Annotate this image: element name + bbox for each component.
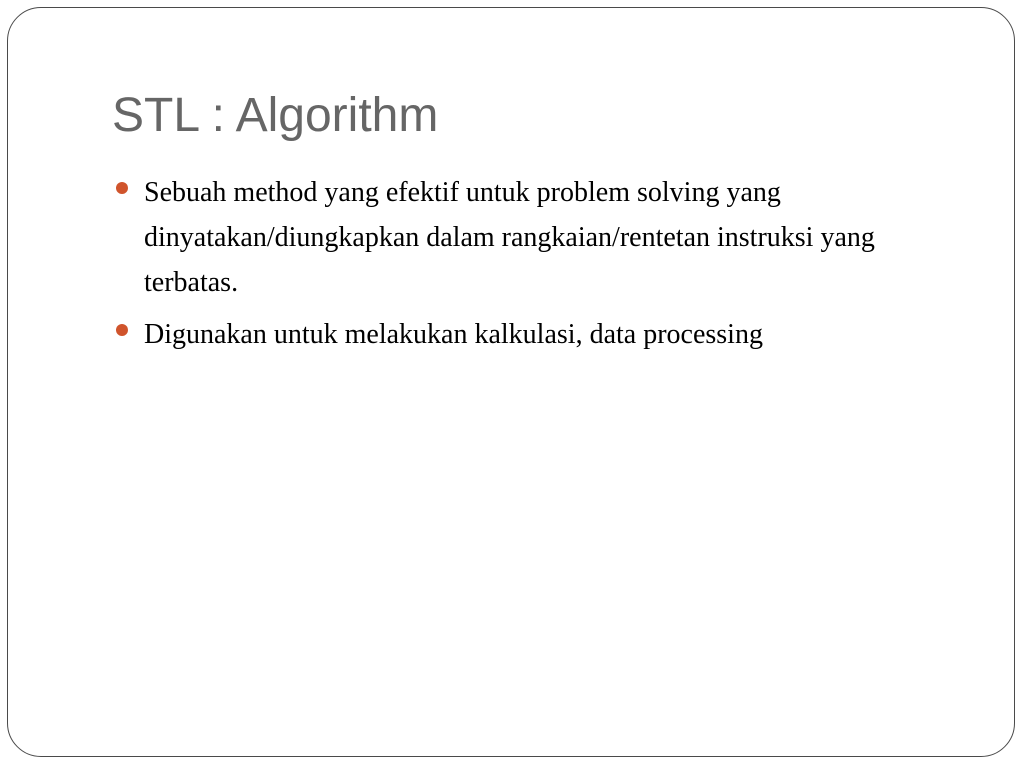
bullet-list — [114, 170, 964, 364]
bullet-dot-icon — [116, 182, 128, 194]
slide-title: STL : Algorithm — [112, 89, 439, 142]
bullet-dot-icon — [116, 324, 128, 336]
bullet-item — [114, 170, 964, 305]
bullet-text: Sebuah method yang efektif untuk problem solving yang dinyatakan/diungkapkan dalam rangkaian/rentetan instruksi yang terbatas. — [144, 177, 875, 298]
bullet-text: Digunakan untuk melakukan kalkulasi, data processing — [144, 319, 763, 350]
bullet-item — [114, 312, 964, 357]
